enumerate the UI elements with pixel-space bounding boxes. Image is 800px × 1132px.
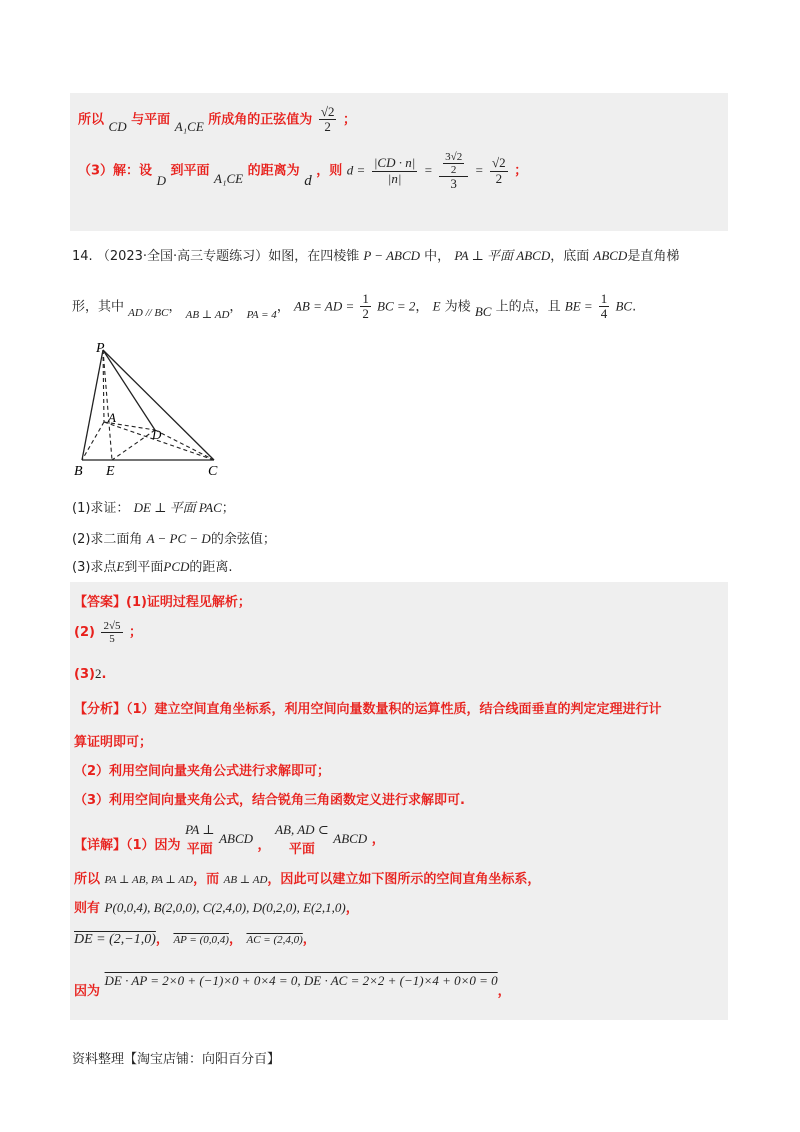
solution-box-top [70,93,728,231]
math-plane: A₁CE [174,119,204,135]
label-d: D [152,427,162,442]
text: ； [129,625,143,641]
label-a: A [108,410,116,425]
label-e: E [106,464,115,479]
text: ； [221,501,235,516]
detail-2 [74,868,540,887]
math-pa-perp: PA ⊥ 平面 ABCD [454,248,551,263]
edge-pe [103,350,112,460]
analysis-2: 算证明即可； [74,735,153,750]
problem-number: 14. [72,249,93,264]
problem-line-1 [72,245,679,264]
analysis-3: （2）利用空间向量夹角公式进行求解即可； [74,764,331,779]
fraction-sqrt2-over-2 [490,156,508,186]
math-vector-de: DE = (2,−1,0) [74,932,156,947]
text: ， [229,299,243,315]
analysis-1: 【分析】（1）建立空间直角坐标系，利用空间向量数量积的运算性质，结合线面垂直的判定定理进行计 [74,702,662,717]
math-be: BE = [564,298,593,314]
fraction-quarter [599,292,610,322]
numerator: |CD · n| [373,155,416,171]
text: ； [514,163,528,179]
fraction-abs [372,156,417,186]
text: (2)求二面角 [72,532,143,547]
text: (2) [74,625,95,641]
text: ， [371,832,385,847]
math-vector-ap: AP = (0,0,4) [173,934,229,946]
fraction-sqrt2-over-2 [319,105,337,135]
text: 中， [424,249,451,264]
text: 与平面 [131,112,171,128]
denominator: 2 [495,170,503,186]
edge-de [112,430,155,460]
text: 则有 [74,901,101,916]
math: P(0,0,4), B(2,0,0), C(2,4,0), D(0,2,0), E(2,1,0) [104,900,346,915]
label-p: P [96,341,105,356]
text: ， [155,932,169,947]
denominator: 2 [324,119,331,135]
math: PA ⊥ AB, PA ⊥ AD [104,874,194,886]
question-3 [72,556,233,575]
text: 到平面 [170,163,210,179]
math-base: ABCD [593,248,628,263]
text: 所成角的正弦值为 [208,112,313,128]
text: ， [276,299,290,315]
text: ， [415,299,429,315]
text: 的距离. [189,560,233,575]
fraction-half [360,292,371,322]
text: ； [343,112,357,128]
math-e: E [116,559,125,574]
fraction-2sqrt5-over-5 [101,620,122,645]
text: . [101,667,107,682]
text: ，则 [316,163,343,179]
math: DE ⊥ 平面 PAC [133,500,222,515]
math-e: E [432,298,441,314]
numerator: √2 [320,104,335,119]
text: (3)求点 [72,560,117,575]
text: 上的点，且 [495,299,561,315]
math-plane: A₁CE [214,170,244,186]
math-vector-ac: AC = (2,4,0) [246,934,303,946]
text: 所以 [74,872,101,887]
text: ， [302,932,316,947]
denominator: 2 [450,164,457,177]
math-formula-lhs: d = [346,162,366,178]
sine-result-line [78,105,356,135]
denominator: 4 [600,306,608,322]
math-d-point: D [156,172,166,188]
math: PCD [163,559,190,574]
math-bc: BC [615,298,633,314]
denominator: |n| [387,170,402,186]
denominator: 2 [362,306,369,322]
analysis-4: （3）利用空间向量夹角公式，结合锐角三角函数定义进行求解即可. [74,793,465,808]
math: AB ⊥ AD [223,874,268,886]
text: （3）解：设 [78,163,153,179]
math: PA ⊥ [185,822,215,837]
math-pa-equals-4: PA = 4 [246,309,277,322]
text: ， [228,932,242,947]
text: 为棱 [444,299,471,315]
answer-box [70,582,728,1020]
math-eq-rhs: BC = 2 [377,298,416,314]
text: (3) [74,667,95,682]
math-pyramid: P − ABCD [363,248,421,263]
pyramid-figure [70,338,235,480]
math: A − PC − D [146,531,211,546]
text: . [632,299,637,315]
math-dot-products: DE · AP = 2×0 + (−1)×0 + 0×4 = 0, DE · AC = 2×2 + (−1)×4 + 0×0 = 0 [104,973,498,988]
numerator: 1 [362,291,369,306]
text: ，底面 [550,249,590,264]
text: ， [257,838,271,853]
question-1 [72,497,235,516]
math-ad-parallel-bc: AD // BC [128,307,169,320]
numerator: √2 [492,155,506,171]
text: 到平面 [124,560,164,575]
math-d-var: d [304,172,312,189]
numerator: 2√5 [103,620,121,632]
text: ，而 [193,872,220,887]
footer-credit: 资料整理【淘宝店铺：向阳百分百】 [72,1052,281,1067]
denominator: 3 [450,176,457,192]
inner-fraction [443,151,464,176]
fraction-3sqrt2 [439,151,468,191]
detail-3 [74,897,359,916]
edge-pc [103,350,214,460]
problem-line-2 [72,292,636,322]
text: 因为 [74,984,101,999]
answer-3 [74,666,106,682]
math: ABCD [219,831,254,846]
math: AB, AD ⊂ [275,822,329,837]
numerator: 3√2 [445,151,463,163]
detail-1 [74,822,385,857]
detail-5 [74,973,511,999]
text: ， [345,901,359,916]
text: 是直角梯 [627,249,680,264]
text: 的余弦值； [210,532,276,547]
text: (1)求证： [72,501,130,516]
detail-4 [74,928,316,948]
text: ， [168,299,182,315]
problem-source: （2023·全国·高三专题练习） [96,249,269,264]
math-eq-lhs: AB = AD = [293,298,355,314]
edge-pb [82,350,103,460]
denominator: 5 [109,633,115,646]
text: 形，其中 [72,299,125,315]
text: 的距离为 [247,163,300,179]
math-bc: BC [474,304,492,320]
text: ， [497,984,511,999]
text: 如图，在四棱锥 [268,249,360,264]
math-ab-perp-ad: AB ⊥ AD [185,309,230,322]
math: ABCD [333,831,368,846]
text: 平面 [186,842,213,857]
text: 平面 [288,842,315,857]
text: 所以 [78,112,105,128]
question-2 [72,528,276,547]
numerator-compound [439,151,468,177]
answer-1: 【答案】(1)证明过程见解析； [74,595,251,610]
math-cd: CD [108,119,127,135]
text: 【详解】（1）因为 [74,838,181,853]
edge-dc [155,430,214,460]
ab-ad-subset-plane [275,822,329,857]
label-b: B [74,464,83,479]
math: 2 [94,666,102,681]
numerator: 1 [600,291,608,306]
pa-perp-plane [185,822,214,857]
answer-2 [74,620,142,645]
label-c: C [208,464,218,479]
distance-line: （3）解：设 D 到平面 A₁CE 的距离为 d ，则 d = $\frac{|CD \cdot n|}{|n|}$ = $\frac{\frac{3√2}{2}}{3}$ = $\frac{√2}{2}$ ； [78,151,528,192]
text: ，因此可以建立如下图所示的空间直角坐标系， [267,872,541,887]
